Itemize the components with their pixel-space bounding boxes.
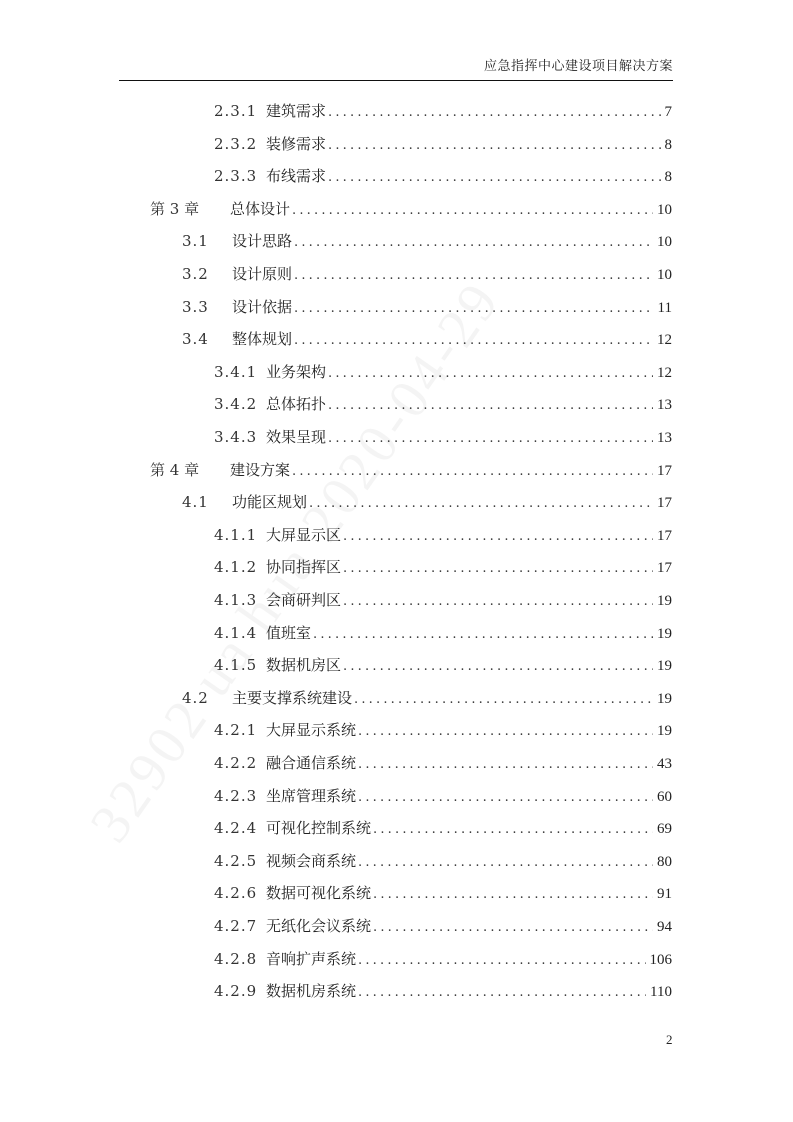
- toc-entry-title: 建筑需求: [266, 102, 327, 120]
- toc-entry[interactable]: [214, 915, 672, 939]
- toc-entry-number: 4.2.5: [214, 851, 258, 870]
- toc-entry-title: 建设方案: [230, 460, 291, 479]
- toc-entry-title: 大屏显示区: [266, 525, 342, 544]
- toc-entry-page: 80: [657, 853, 672, 870]
- toc-entry-number: 4.2: [182, 688, 209, 707]
- toc-entry-page: 17: [657, 560, 672, 577]
- dot-leader: [328, 138, 660, 153]
- dot-leader: [343, 659, 653, 674]
- toc-entry-number: 3.4.2: [214, 395, 258, 414]
- dot-leader: [313, 627, 653, 642]
- toc-entry[interactable]: [150, 198, 672, 222]
- toc-entry[interactable]: [214, 361, 672, 385]
- toc-entry-number: 4.1: [182, 493, 209, 512]
- toc-entry-number: 4.2.4: [214, 819, 258, 838]
- toc-entry-number: 3.2: [182, 265, 209, 283]
- toc-entry-title: 设计依据: [232, 297, 293, 316]
- toc-entry-number: 4.2.9: [214, 982, 258, 1001]
- toc-entry-page: 8: [664, 136, 672, 153]
- toc-entry-title: 设计思路: [232, 232, 293, 251]
- toc-entry-number: 3.3: [182, 297, 209, 316]
- dot-leader: [294, 333, 653, 348]
- toc-entry[interactable]: [214, 393, 672, 417]
- toc-entry-title: 数据可视化系统: [266, 884, 372, 903]
- toc-entry-number: 3.4.1: [214, 362, 258, 381]
- toc-entry-title: 数据机房区: [266, 656, 342, 675]
- running-header-title: 应急指挥中心建设项目解决方案: [483, 59, 673, 74]
- toc-entry-page: 94: [657, 919, 672, 935]
- dot-leader: [328, 366, 653, 381]
- toc-entry[interactable]: [150, 459, 672, 483]
- toc-entry-page: 69: [657, 821, 672, 838]
- toc-entry-page: 11: [657, 299, 672, 316]
- toc-entry-title: 主要支撑系统建设: [232, 688, 353, 707]
- toc-entry-page: 19: [657, 723, 672, 740]
- toc-entry[interactable]: [214, 654, 672, 678]
- toc-entry[interactable]: [214, 882, 672, 906]
- toc-entry-page: 10: [657, 267, 672, 283]
- toc-entry-page: 10: [657, 234, 672, 251]
- toc-entry[interactable]: [214, 752, 672, 776]
- toc-entry-number: 3.4.3: [214, 428, 258, 446]
- toc-entry-number: 4.2.6: [214, 884, 258, 903]
- toc-entry[interactable]: [214, 622, 672, 646]
- dot-leader: [358, 985, 646, 1000]
- dot-leader: [328, 398, 653, 413]
- dot-leader: [294, 235, 653, 250]
- toc-entry-page: 12: [657, 332, 672, 349]
- toc-entry-number: 4.1.2: [214, 558, 258, 577]
- dot-leader: [294, 268, 653, 283]
- toc-entry-page: 8: [664, 169, 672, 186]
- toc-entry-page: 17: [657, 462, 672, 479]
- toc-entry-title: 总体设计: [230, 199, 291, 218]
- toc-entry[interactable]: [182, 230, 672, 254]
- toc-entry-page: 110: [650, 984, 672, 1001]
- toc-entry-title: 值班室: [266, 623, 312, 642]
- dot-leader: [292, 464, 653, 479]
- toc-entry-page: 43: [657, 756, 672, 772]
- dot-leader: [294, 301, 654, 316]
- toc-entry-title: 坐席管理系统: [266, 786, 357, 805]
- toc-entry-title: 无纸化会议系统: [266, 917, 372, 935]
- dot-leader: [358, 724, 653, 739]
- dot-leader: [358, 757, 653, 772]
- page-number: 2: [666, 1032, 673, 1047]
- toc-entry-page: 19: [657, 593, 672, 609]
- toc-entry-number: 3.1: [182, 232, 209, 251]
- toc-entry[interactable]: [214, 524, 672, 548]
- toc-entry-title: 视频会商系统: [266, 851, 357, 870]
- toc-entry-title: 业务架构: [266, 362, 327, 381]
- toc-entry[interactable]: [182, 491, 672, 515]
- dot-leader: [373, 822, 653, 837]
- toc-entry[interactable]: [182, 687, 672, 711]
- toc-entry-page: 19: [657, 625, 672, 642]
- toc-entry-number: 第 4 章: [150, 460, 200, 479]
- toc-entry-title: 总体拓扑: [266, 395, 327, 414]
- toc-entry-title: 协同指挥区: [266, 558, 342, 577]
- toc-entry-page: 7: [664, 104, 672, 120]
- toc-entry[interactable]: [214, 100, 672, 124]
- toc-entry-number: 2.3.3: [214, 167, 258, 186]
- toc-entry[interactable]: [214, 556, 672, 580]
- dot-leader: [373, 887, 653, 902]
- toc-entry[interactable]: [214, 165, 672, 189]
- toc-entry-number: 4.2.2: [214, 754, 258, 772]
- toc-entry[interactable]: [214, 589, 672, 613]
- dot-leader: [328, 170, 660, 185]
- dot-leader: [328, 105, 660, 120]
- dot-leader: [343, 561, 653, 576]
- toc-entry-number: 4.2.8: [214, 949, 258, 968]
- toc-entry[interactable]: [182, 263, 672, 287]
- toc-entry[interactable]: [214, 133, 672, 157]
- toc-entry[interactable]: [214, 817, 672, 841]
- toc-entry-number: 3.4: [182, 330, 209, 349]
- toc-entry-title: 数据机房系统: [266, 982, 357, 1001]
- toc-entry[interactable]: [214, 785, 672, 809]
- toc-entry-page: 60: [657, 788, 672, 805]
- toc-entry-number: 4.1.1: [214, 525, 258, 544]
- toc-entry-number: 4.2.7: [214, 917, 258, 935]
- toc-entry[interactable]: [214, 850, 672, 874]
- dot-leader: [358, 790, 653, 805]
- toc-entry-page: 19: [657, 658, 672, 675]
- dot-leader: [354, 692, 653, 707]
- toc-entry-page: 106: [649, 951, 672, 968]
- toc-entry-title: 功能区规划: [232, 493, 308, 512]
- toc-entry[interactable]: [182, 296, 672, 320]
- toc-entry-title: 布线需求: [266, 167, 327, 186]
- dot-leader: [343, 529, 653, 544]
- toc-entry-number: 2.3.1: [214, 102, 258, 120]
- toc-entry-page: 91: [657, 886, 672, 903]
- toc-entry-page: 17: [657, 495, 672, 512]
- toc-entry-title: 可视化控制系统: [266, 819, 372, 838]
- toc-entry-number: 4.1.3: [214, 591, 258, 609]
- toc-entry-number: 4.2.3: [214, 786, 258, 805]
- header-rule: [119, 80, 673, 81]
- toc-entry-title: 音响扩声系统: [266, 949, 357, 968]
- dot-leader: [309, 496, 653, 511]
- dot-leader: [328, 431, 653, 446]
- toc-entry[interactable]: [182, 328, 672, 352]
- toc-entry-title: 大屏显示系统: [266, 721, 357, 740]
- toc-entry-number: 2.3.2: [214, 134, 258, 153]
- toc-entry-page: 17: [657, 527, 672, 544]
- dot-leader: [292, 203, 653, 218]
- toc-entry[interactable]: [214, 426, 672, 450]
- toc-entry-title: 设计原则: [232, 265, 293, 283]
- toc-entry-number: 4.2.1: [214, 721, 258, 740]
- toc-entry-title: 会商研判区: [266, 591, 342, 609]
- toc-entry[interactable]: [214, 948, 672, 972]
- dot-leader: [343, 594, 653, 609]
- toc-entry[interactable]: [214, 980, 672, 1004]
- toc-entry-number: 4.1.5: [214, 656, 258, 675]
- toc-entry-title: 装修需求: [266, 134, 327, 153]
- toc-entry-title: 整体规划: [232, 330, 293, 349]
- dot-leader: [358, 855, 653, 870]
- toc-entry-title: 融合通信系统: [266, 754, 357, 772]
- dot-leader: [358, 953, 645, 968]
- toc-entry-page: 10: [657, 201, 672, 218]
- toc-entry[interactable]: [214, 719, 672, 743]
- toc-entry-number: 第 3 章: [150, 199, 200, 218]
- toc-entry-title: 效果呈现: [266, 428, 327, 446]
- dot-leader: [373, 920, 653, 935]
- toc-entry-page: 13: [657, 397, 672, 414]
- toc-entry-page: 19: [657, 690, 672, 707]
- toc-entry-number: 4.1.4: [214, 623, 258, 642]
- toc-entry-page: 13: [657, 430, 672, 446]
- toc-entry-page: 12: [657, 364, 672, 381]
